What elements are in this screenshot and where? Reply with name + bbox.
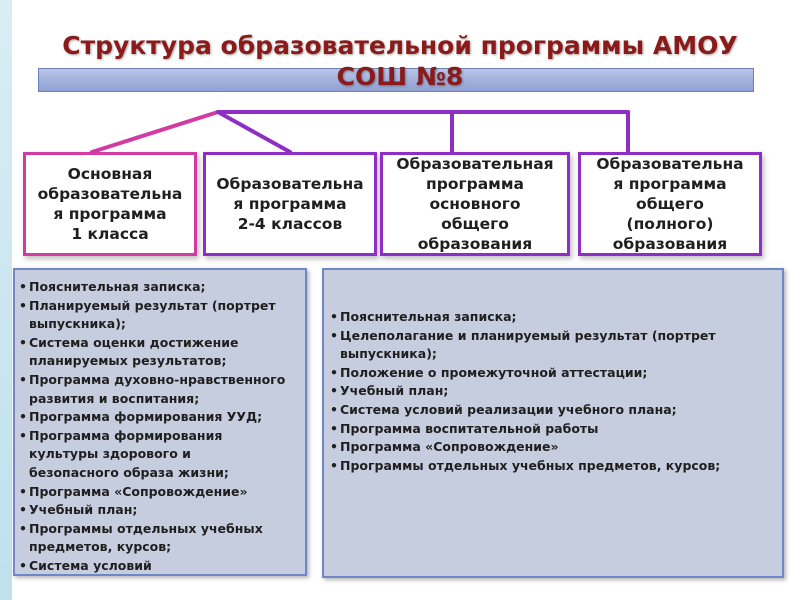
right-components-list: [330, 308, 776, 475]
list-item: • Программа воспитательной работы: [330, 420, 776, 439]
connector-to-box-2: [218, 112, 290, 152]
page-title-line-2: СОШ №8: [336, 62, 464, 91]
list-item: • Пояснительная записка;: [330, 308, 776, 327]
program-box-label: Образовательна я программа 2-4 классов: [216, 175, 364, 233]
left-components-panel: [13, 268, 307, 576]
left-components-list: [19, 278, 301, 576]
list-item: • Программа духовно-нравственного развития и воспитания;: [19, 371, 301, 408]
program-box-basic-general: [380, 152, 570, 256]
connector-to-box-1: [92, 112, 218, 152]
program-box-label: Образовательная программа основного общего образования: [396, 155, 554, 253]
list-item: • Программа формирования УУД;: [19, 408, 301, 427]
page-title: [60, 30, 740, 92]
list-item: • Планируемый результат (портрет выпускника);: [19, 297, 301, 334]
list-item: • Положение о промежуточной аттестации;: [330, 364, 776, 383]
list-item: • Программы отдельных учебных предметов, курсов;: [330, 457, 776, 476]
list-item: • Целеполагание и планируемый результат (портрет выпускника);: [330, 327, 776, 364]
list-item: • Система условий реализации учебного плана;: [330, 401, 776, 420]
list-item: • Учебный план;: [19, 501, 301, 520]
program-box-label: Основная образовательна я программа 1 класса: [37, 165, 183, 243]
program-box-label: Образовательна я программа общего (полного) образования: [596, 155, 744, 253]
list-item: • Пояснительная записка;: [19, 278, 301, 297]
list-item: • Учебный план;: [330, 382, 776, 401]
page-title-line-1: Структура образовательной программы АМОУ: [62, 31, 738, 60]
list-item: • Система оценки достижение планируемых результатов;: [19, 334, 301, 371]
list-item: • Программа формирования культуры здорового и безопасного образа жизни;: [19, 427, 301, 483]
list-item: • Программа «Сопровождение»: [19, 483, 301, 502]
program-box-grade-1: [23, 152, 197, 256]
list-item: • Программа «Сопровождение»: [330, 438, 776, 457]
list-item: • Программы отдельных учебных предметов, курсов;: [19, 520, 301, 557]
program-box-secondary-general: [578, 152, 762, 256]
list-item: • Система условий: [19, 557, 301, 576]
right-components-panel: [322, 268, 784, 578]
program-box-grades-2-4: [203, 152, 377, 256]
